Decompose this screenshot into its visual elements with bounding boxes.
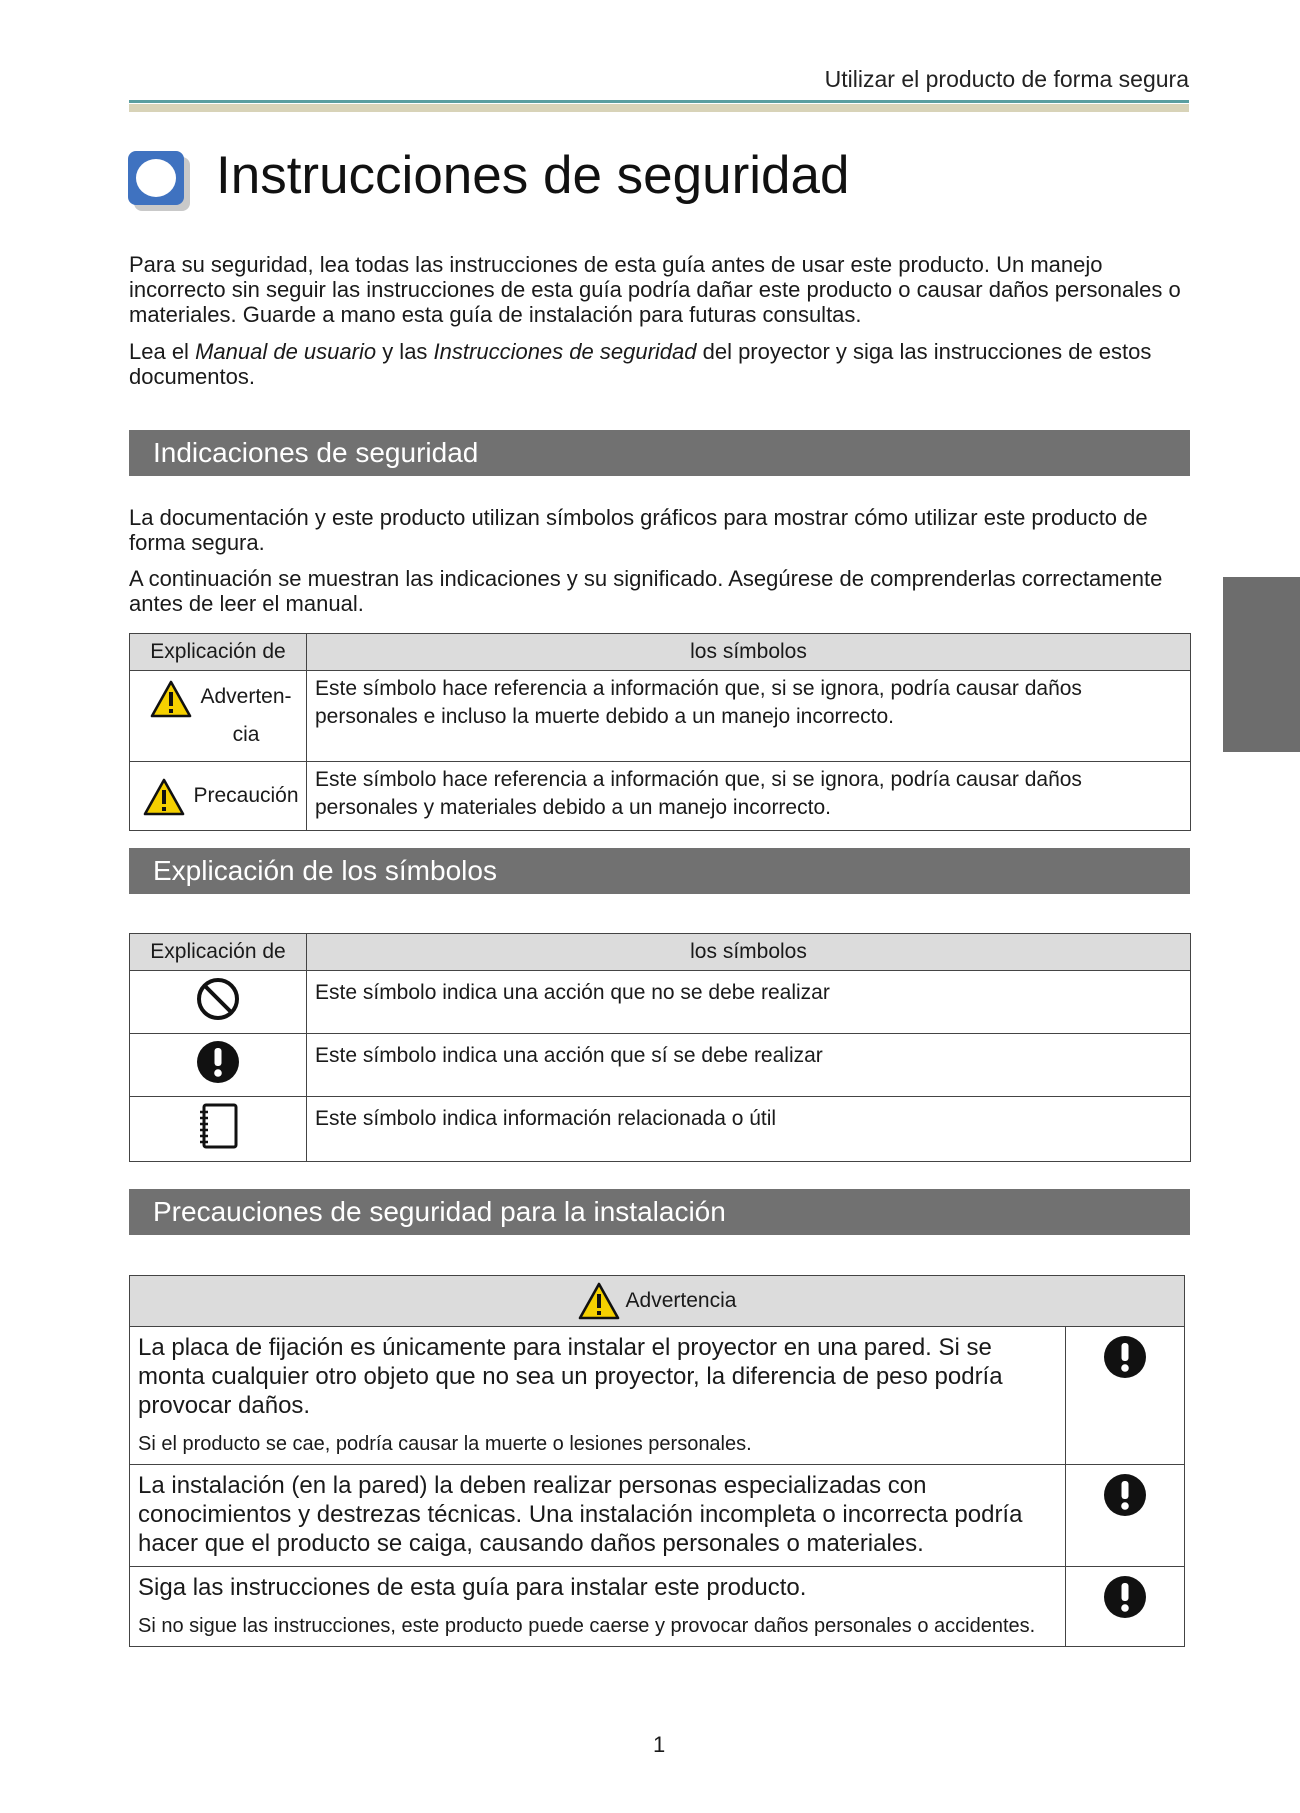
precaution-consequence: Si no sigue las instrucciones, este producto puede caerse y provocar daños personales o accidentes. <box>138 1615 1036 1637</box>
mandatory-icon <box>1103 1473 1147 1517</box>
table-row <box>130 1034 1191 1097</box>
section-heading-safety-indications: Indicaciones de seguridad <box>129 430 1190 476</box>
section-heading-symbols: Explicación de los símbolos <box>129 848 1190 894</box>
intro-paragraph: Para su seguridad, lea todas las instrucciones de esta guía antes de usar este producto. Un manejo incorrecto sin seguir las instrucciones de esta guía podría dañar este producto o causar daños personales o materiales. Guarde a mano esta guía de instalación para futuras consultas. <box>129 252 1181 327</box>
running-header: Utilizar el producto de forma segura <box>824 66 1189 92</box>
precaution-text: La placa de fijación es únicamente para instalar el proyector en una pared. Si se monta cualquier otro objeto que no sea un proyector, la diferencia de peso podría provocar daños. <box>138 1334 1003 1419</box>
page-title: Instrucciones de seguridad <box>216 146 850 205</box>
chapter-icon <box>128 151 192 213</box>
caution-triangle-icon <box>143 778 185 816</box>
table-header <box>130 1276 1185 1327</box>
mandatory-icon <box>1103 1575 1147 1619</box>
warning-triangle-icon <box>150 680 192 718</box>
warning-label-continued: cia <box>232 723 260 746</box>
intro-paragraph-2: Lea el Manual de usuario y las Instrucciones de seguridad del proyector y siga las instrucciones de estos documentos. <box>129 339 1152 389</box>
caution-description: Este símbolo hace referencia a información que, si se ignora, podría causar daños personales y materiales debido a un manejo incorrecto. <box>307 762 1191 831</box>
page-number: 1 <box>653 1732 666 1757</box>
notebook-icon <box>195 1102 241 1150</box>
manual-reference: Manual de usuario <box>195 339 377 364</box>
symbol-description: Este símbolo indica una acción que sí se debe realizar <box>307 1034 1191 1097</box>
caution-label-cell <box>130 762 307 831</box>
table-row <box>130 1327 1185 1465</box>
table-row <box>130 1567 1185 1647</box>
table-header: los símbolos <box>307 634 1191 671</box>
warning-description: Este símbolo hace referencia a información que, si se ignora, podría causar daños personales e incluso la muerte debido a un manejo incorrecto. <box>307 671 1191 762</box>
safety-indications-table <box>129 633 1191 831</box>
precaution-text: La instalación (en la pared) la deben realizar personas especializadas con conocimientos y destrezas técnicas. Una instalación incompleta o incorrecta podría hacer que el producto se caiga, causando daños personales o materiales. <box>138 1472 1023 1557</box>
section-heading-installation-precautions: Precauciones de seguridad para la instalación <box>129 1189 1190 1235</box>
warning-header-label: Advertencia <box>625 1289 737 1312</box>
table-row <box>130 1097 1191 1162</box>
table-header: Explicación de <box>130 934 307 971</box>
mandatory-icon <box>196 1040 240 1084</box>
safety-instructions-reference: Instrucciones de seguridad <box>433 339 697 364</box>
table-row <box>130 762 1191 831</box>
installation-precautions-table <box>129 1275 1185 1647</box>
symbol-description: Este símbolo indica información relacionada o útil <box>307 1097 1191 1162</box>
table-header: Explicación de <box>130 634 307 671</box>
section1-paragraph-2: A continuación se muestran las indicaciones y su significado. Asegúrese de comprenderlas correctamente antes de leer el manual. <box>129 566 1163 616</box>
mandatory-icon <box>1103 1335 1147 1379</box>
table-row <box>130 1465 1185 1567</box>
precaution-consequence: Si el producto se cae, podría causar la muerte o lesiones personales. <box>138 1433 752 1455</box>
table-header: los símbolos <box>307 934 1191 971</box>
table-row <box>130 971 1191 1034</box>
warning-label-cell <box>130 671 307 762</box>
warning-label: Adverten- <box>200 685 292 708</box>
prohibited-icon <box>195 976 241 1022</box>
symbols-table <box>129 933 1191 1162</box>
chapter-side-tab <box>1223 577 1300 752</box>
section1-paragraph: La documentación y este producto utilizan símbolos gráficos para mostrar cómo utilizar este producto de forma segura. <box>129 505 1148 555</box>
caution-label: Precaución <box>193 784 299 807</box>
warning-triangle-icon <box>578 1282 620 1320</box>
table-row <box>130 671 1191 762</box>
precaution-text: Siga las instrucciones de esta guía para instalar este producto. <box>138 1574 807 1601</box>
header-rule-accent <box>129 104 1189 112</box>
header-rule <box>129 100 1189 103</box>
symbol-description: Este símbolo indica una acción que no se debe realizar <box>307 971 1191 1034</box>
